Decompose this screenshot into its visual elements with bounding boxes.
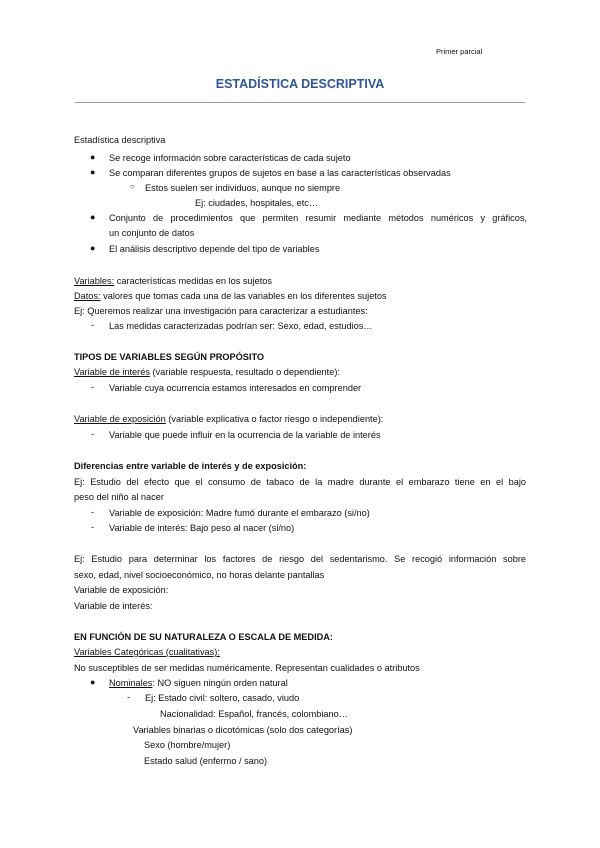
bullet-icon: ● [90, 167, 96, 177]
header-label: Primer parcial [436, 47, 483, 56]
list-item: Variables binarias o dicotómicas (solo dos categorías) [133, 725, 353, 735]
term-exposicion: Variable de exposición [74, 414, 166, 424]
bullet-icon: ● [90, 243, 96, 253]
subsection-heading: Variables Categóricas (cualitativas): [74, 647, 220, 657]
title-divider [75, 102, 525, 103]
example-text-continued: peso del niño al nacer [74, 492, 164, 502]
variable-interes-definition [74, 366, 340, 378]
bullet-icon: ● [90, 212, 96, 222]
example-text: Ej: ciudades, hospitales, etc… [195, 198, 319, 208]
bullet-text [109, 677, 288, 689]
definition-text: (variable explicativa o factor riesgo o independiente): [165, 414, 384, 424]
term-datos: Datos: [74, 291, 101, 301]
bullet-icon: ● [90, 152, 96, 162]
term-interes: Variable de interés [74, 367, 150, 377]
bullet-text-continued: un conjunto de datos [109, 228, 195, 238]
definition-variables [74, 275, 272, 287]
dash-item: Las medidas caracterizadas podrían ser: Sexo, edad, estudios… [109, 321, 373, 331]
dash-item: Variable de exposición: Madre fumó durante el embarazo (si/no) [109, 508, 370, 518]
example-text: Ej: Estudio del efecto que el consumo de tabaco de la madre durante el embarazo tiene en el bajo [74, 477, 526, 487]
bullet-text: El análisis descriptivo depende del tipo de variables [109, 244, 320, 254]
list-item: Sexo (hombre/mujer) [144, 740, 231, 750]
example-text: Ej: Queremos realizar una investigación para caracterizar a estudiantes: [74, 306, 368, 316]
variable-exposicion-definition [74, 413, 383, 425]
dash-marker: - [91, 429, 95, 439]
description-text: No susceptibles de ser medidas numéricamente. Representan cualidades o atributos [74, 663, 420, 673]
dash-marker: - [91, 382, 95, 392]
section-heading: Estadística descriptiva [74, 135, 166, 145]
bullet-text: Se comparan diferentes grupos de sujetos en base a las características observadas [109, 168, 451, 178]
dash-marker: - [127, 692, 131, 702]
section-heading: TIPOS DE VARIABLES SEGÚN PROPÓSITO [74, 352, 265, 362]
variable-interes-label: Variable de interés: [74, 601, 153, 611]
page-title: ESTADÍSTICA DESCRIPTIVA [215, 77, 385, 91]
example-text-continued: sexo, edad, nivel socioeconómico, no horas delante pantallas [74, 570, 325, 580]
section-heading: Diferencias entre variable de interés y de exposición: [74, 461, 307, 471]
dash-marker: - [91, 507, 95, 517]
circle-bullet-icon: ○ [130, 182, 135, 191]
example-text: Ej: Estudio para determinar los factores de riesgo del sedentarismo. Se recogió información sobre [74, 554, 526, 564]
dash-marker: - [91, 320, 95, 330]
example-text: Nacionalidad: Español, francés, colombiano… [160, 709, 348, 719]
dash-item: Variable de interés: Bajo peso al nacer (si/no) [109, 523, 295, 533]
definition-text: (variable respuesta, resultado o dependiente): [149, 367, 340, 377]
bullet-text: Conjunto de procedimientos que permiten resumir mediante métodos numéricos y gráficos, [109, 213, 527, 223]
bullet-text: Se recoge información sobre características de cada sujeto [109, 153, 351, 163]
bullet-icon: ● [90, 677, 96, 687]
list-item: Estado salud (enfermo / sano) [144, 756, 268, 766]
sub-bullet-text: Estos suelen ser individuos, aunque no siempre [145, 183, 341, 193]
dash-item: Variable que puede influir en la ocurrencia de la variable de interés [109, 430, 381, 440]
definition-datos [74, 290, 387, 302]
definition-text: : NO siguen ningún orden natural [152, 678, 288, 688]
term-variables: Variables: [74, 276, 115, 286]
section-heading: EN FUNCIÓN DE SU NATURALEZA O ESCALA DE MEDIDA: [74, 632, 333, 642]
variable-exposicion-label: Variable de exposición: [74, 585, 169, 595]
definition-text: valores que tomas cada una de las variables en los diferentes sujetos [100, 291, 387, 301]
dash-item: Variable cuya ocurrencia estamos interesados en comprender [109, 383, 362, 393]
term-nominales: Nominales [109, 678, 153, 688]
definition-text: características medidas en los sujetos [114, 276, 272, 286]
dash-marker: - [91, 522, 95, 532]
example-text: Ej: Estado civil: soltero, casado, viudo [145, 693, 300, 703]
